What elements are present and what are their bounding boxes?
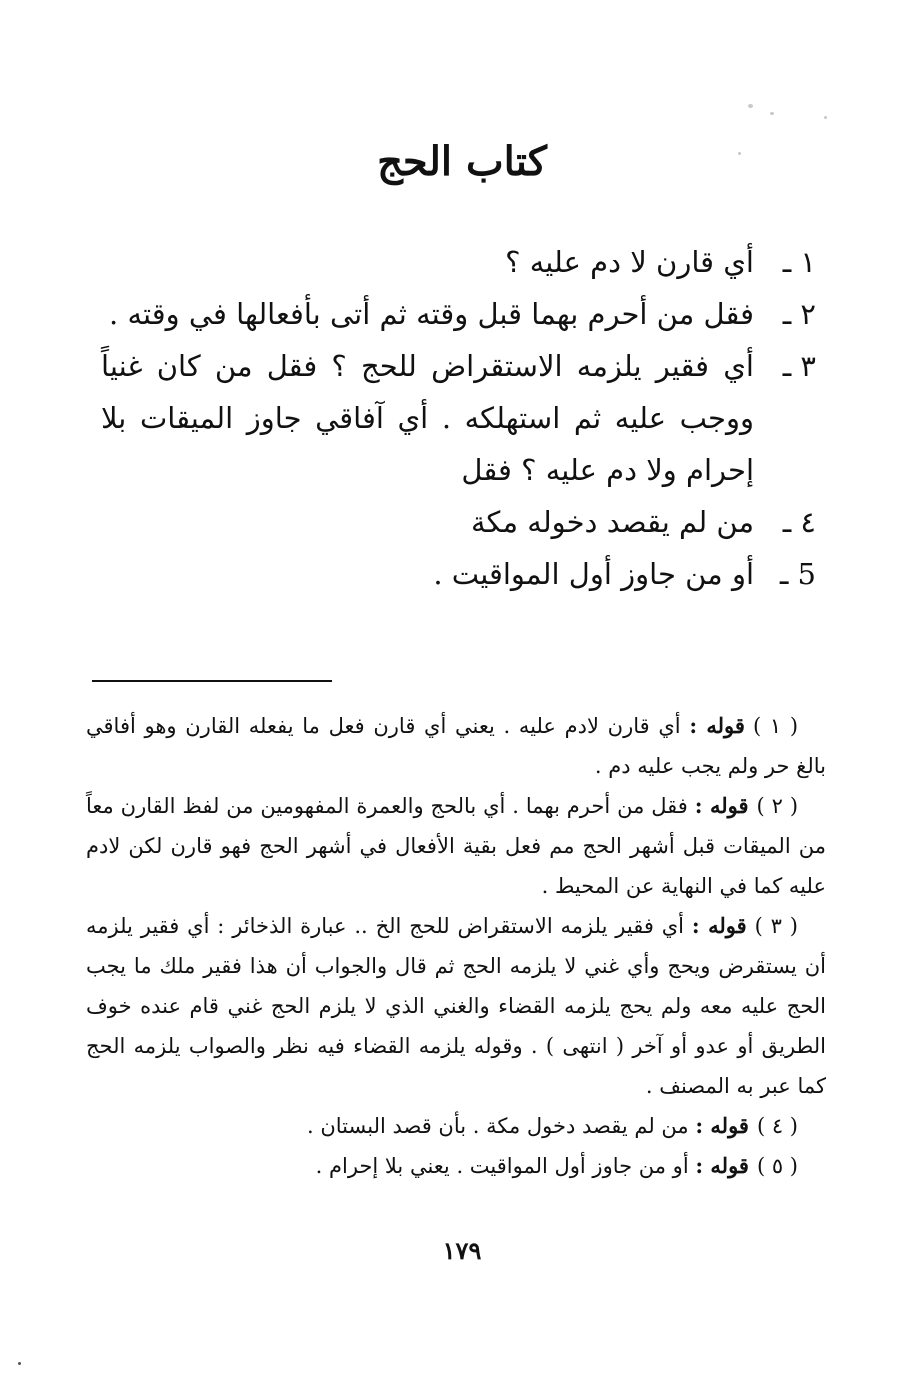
footnote-separator xyxy=(92,680,332,682)
footnote-3 xyxy=(86,906,826,1106)
scan-speck xyxy=(18,1362,21,1365)
item-number: ٢ ـ xyxy=(782,297,816,331)
footnote-number: ( ٥ ) xyxy=(756,1154,798,1178)
main-item-3 xyxy=(101,340,816,496)
footnote-text: أي فقير يلزمه الاستقراض للحج الخ .. عبارة الذخائر : أي فقير يلزمه أن يستقرض ويحج وأي غني لا يلزمه الحج ثم قال والجواب أن هذا فقير ملك ما يجب الحج عليه معه ولم يحج يلزمه القضاء والغني الذي لا يلزم الحج غني قام عنده خوف الطريق أو عدو أو آخر ( انتهى ) . وقوله يلزمه القضاء فيه نظر والصواب يلزمه الحج كما عبر به المصنف . xyxy=(86,914,826,1098)
page-number: ١٧٩ xyxy=(442,1236,482,1265)
footnote-label: قوله : xyxy=(695,1153,749,1178)
scan-speck xyxy=(770,112,774,115)
footnote-5 xyxy=(86,1146,826,1186)
item-text: أو من جاوز أول المواقيت . xyxy=(433,557,754,591)
footnote-2 xyxy=(86,786,826,906)
footnote-label: قوله : xyxy=(691,913,747,938)
footnote-number: ( ٤ ) xyxy=(756,1114,798,1138)
footnote-text: فقل من أحرم بهما . أي بالحج والعمرة المفهومين من لفظ القارن معاً من الميقات قبل أشهر الحج مم فعل بقية الأفعال في أشهر الحج فهو قارن لكن لادم عليه كما في النهاية عن المحيط . xyxy=(86,794,826,898)
footnote-number: ( ٣ ) xyxy=(754,914,798,938)
item-number: ٣ ـ xyxy=(782,349,816,383)
item-number: 5 ـ xyxy=(779,557,816,591)
main-item-1 xyxy=(101,236,816,288)
scan-speck xyxy=(738,152,741,155)
scan-speck xyxy=(748,104,753,108)
footnote-number: ( ١ ) xyxy=(752,714,799,738)
item-number: ١ ـ xyxy=(782,245,816,279)
chapter-title: كتاب الحج xyxy=(377,138,547,185)
item-text: أي قارن لا دم عليه ؟ xyxy=(505,245,754,279)
item-text: من لم يقصد دخوله مكة xyxy=(470,505,754,539)
item-text: أي فقير يلزمه الاستقراض للحج ؟ فقل من كان غنياً ووجب عليه ثم استهلكه . أي آفاقي جاوز الميقات بلا إحرام ولا دم عليه ؟ فقل xyxy=(101,349,754,487)
item-number: ٤ ـ xyxy=(782,505,816,539)
footnote-text: أو من جاوز أول المواقيت . يعني بلا إحرام . xyxy=(315,1154,689,1178)
footnote-1 xyxy=(86,706,826,786)
scan-speck xyxy=(824,116,827,119)
footnote-label: قوله : xyxy=(695,1113,749,1138)
footnote-text: أي قارن لادم عليه . يعني أي قارن فعل ما يفعله القارن وهو أفاقي بالغ حر ولم يجب عليه دم . xyxy=(86,714,826,778)
main-item-5 xyxy=(101,548,816,600)
main-text xyxy=(101,236,816,600)
footnote-text: من لم يقصد دخول مكة . بأن قصد البستان . xyxy=(306,1114,689,1138)
item-text: فقل من أحرم بهما قبل وقته ثم أتى بأفعالها في وقته . xyxy=(109,297,754,331)
main-item-4 xyxy=(101,496,816,548)
footnote-label: قوله : xyxy=(689,713,745,738)
footnote-label: قوله : xyxy=(694,793,749,818)
footnote-4 xyxy=(86,1106,826,1146)
footnotes xyxy=(86,706,826,1186)
footnote-number: ( ٢ ) xyxy=(756,794,799,818)
main-item-2 xyxy=(101,288,816,340)
